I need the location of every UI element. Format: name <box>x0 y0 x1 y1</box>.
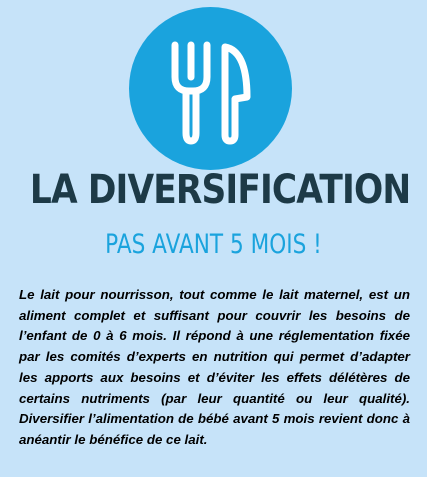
page-title: LA DIVERSIFICATION <box>29 167 411 213</box>
body-paragraph: Le lait pour nourrisson, tout comme le lait maternel, est un aliment complet et suffisant pour couvrir les besoins de l’enfant de 0 à 6 mois. Il répond à une réglementation fixée par les comités d’experts en nutrition qui permet d’adapter les apports aux besoins et d’éviter les effets délétères de certains nutriments (par leur quantité ou leur qualité). Diversifier l’alimentation de bébé avant 5 mois revient donc à anéantir le bénéfice de ce lait. <box>19 287 410 447</box>
fork-knife-icon <box>129 7 292 170</box>
page-subtitle: PAS AVANT 5 MOIS ! <box>105 229 322 260</box>
